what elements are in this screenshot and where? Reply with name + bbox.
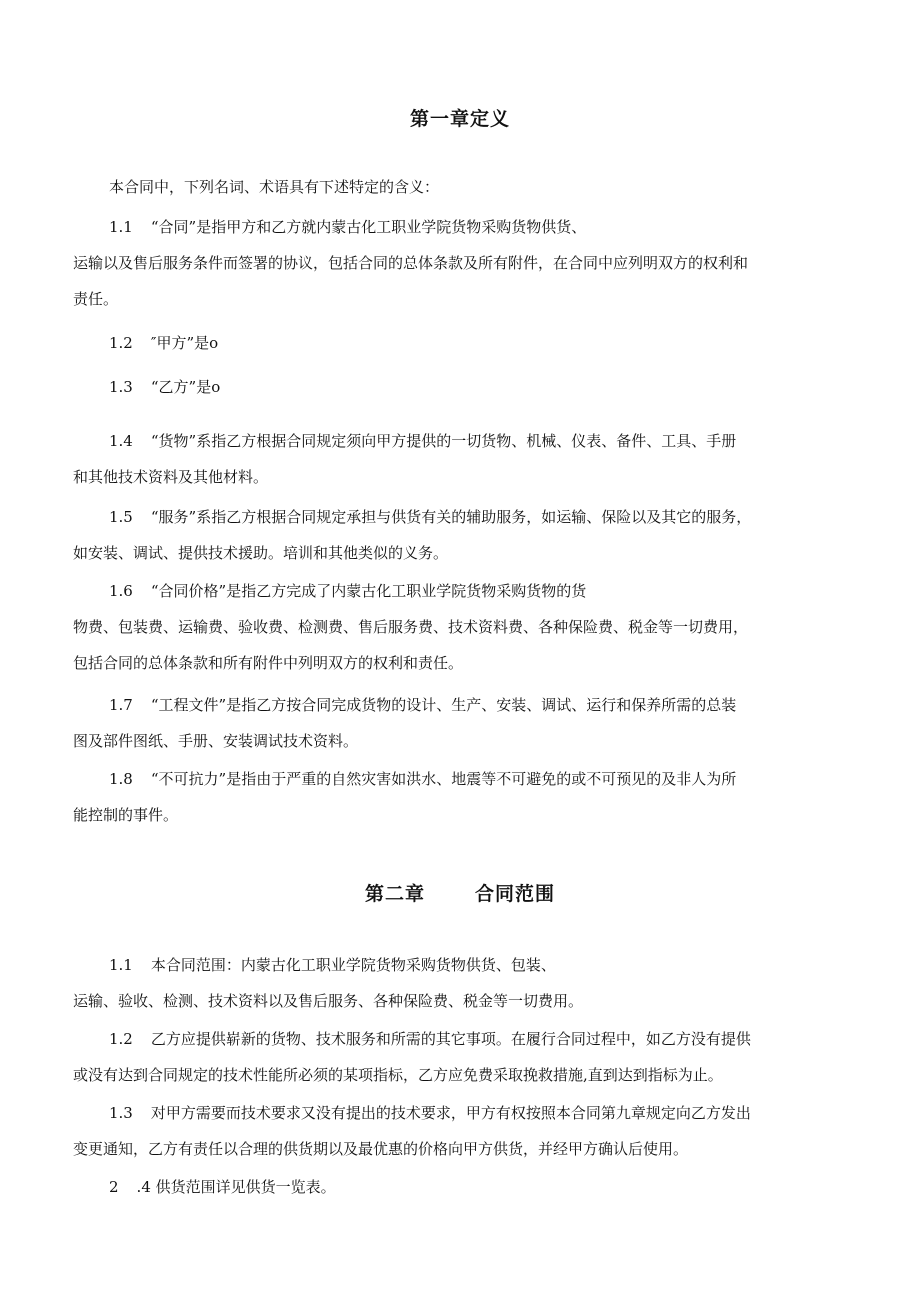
scope-item: 1.3 对甲方需要而技术要求又没有提出的技术要求，甲方有权按照本合同第九章规定向乙方发出 变更通知，乙方有责任以合理的供货期以及最优惠的价格向甲方供货，并经甲方确认后使用。: [73, 1104, 751, 1158]
definition-item: 1.5 “服务”系指乙方根据合同规定承担与供货有关的辅助服务，如运输、保险以及其它的服务， 如安装、调试、提供技术援助。培训和其他类似的义务。: [73, 508, 752, 562]
chapter-1-intro: 本合同中，下列名词、术语具有下述特定的含义：: [109, 178, 440, 196]
scope-item: 2 .4 供货范围详见供货一览表。: [109, 1178, 336, 1196]
definition-item: 1.2 ″甲方”是o: [109, 334, 219, 352]
definition-item: 1.6 “合同价格”是指乙方完成了内蒙古化工职业学院货物采购货物的货 物费、包装费、运输费、验收费、检测费、售后服务费、技术资料费、各种保险费、税金等一切费用， 包括合同的总体条款和所有附件中列明双方的权利和责任。: [73, 582, 749, 672]
chapter-2-title: 第二章 合同范围: [364, 883, 556, 905]
chapter-1-title: 第一章定义: [409, 108, 510, 130]
definition-item: 1.8 “不可抗力”是指由于严重的自然灾害如洪水、地震等不可避免的或不可预见的及非人为所 能控制的事件。: [73, 770, 737, 824]
definition-item: 1.1 “合同”是指甲方和乙方就内蒙古化工职业学院货物采购货物供货、 运输以及售后服务条件而签署的协议，包括合同的总体条款及所有附件，在合同中应列明双方的权利和 责任。: [73, 218, 749, 308]
scope-item: 1.2 乙方应提供崭新的货物、技术服务和所需的其它事项。在履行合同过程中，如乙方没有提供 或没有达到合同规定的技术性能所必须的某项指标，乙方应免费采取挽救措施,直到达到指标为止。: [73, 1030, 751, 1084]
definition-item: 1.7 “工程文件”是指乙方按合同完成货物的设计、生产、安装、调试、运行和保养所需的总装 图及部件图纸、手册、安装调试技术资料。: [73, 696, 737, 750]
definition-item: 1.4 “货物”系指乙方根据合同规定须向甲方提供的一切货物、机械、仪表、备件、工具、手册 和其他技术资料及其他材料。: [73, 432, 737, 486]
definition-item: 1.3 “乙方”是o: [109, 378, 221, 396]
scope-item: 1.1 本合同范围：内蒙古化工职业学院货物采购货物供货、包装、 运输、验收、检测、技术资料以及售后服务、各种保险费、税金等一切费用。: [73, 956, 584, 1010]
